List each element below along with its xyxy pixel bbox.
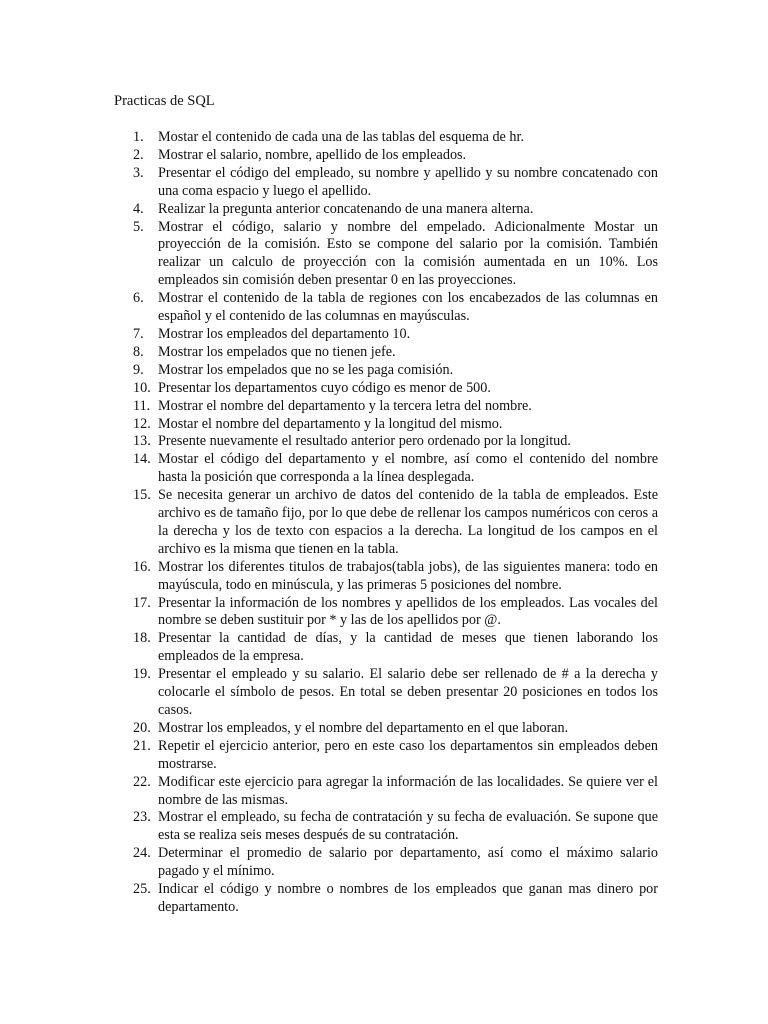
item-text: Mostrar el salario, nombre, apellido de los empleados. [158, 146, 467, 163]
item-number: 12. [133, 415, 151, 432]
item-text: Mostrar los empleados del departamento 10. [158, 325, 411, 342]
item-number: 4. [133, 200, 144, 217]
list-item [113, 630, 658, 666]
item-text: Mostrar los diferentes titulos de trabajos(tabla jobs), de las siguientes manera: todo en mayúscula, todo en minúscula, y las primeras 5 posiciones del nombre. [158, 558, 658, 593]
item-number: 9. [133, 361, 144, 378]
item-text: Mostrar el nombre del departamento y la tercera letra del nombre. [158, 397, 532, 414]
item-text: Mostrar los empelados que no se les paga comisión. [158, 361, 454, 378]
item-text: Mostar el nombre del departamento y la longitud del mismo. [158, 415, 503, 432]
item-text: Mostar el contenido de cada una de las tablas del esquema de hr. [158, 129, 524, 145]
list-item [113, 129, 658, 147]
item-text: Modificar este ejercicio para agregar la información de las localidades. Se quiere ver el nombre de las mismas. [158, 773, 658, 808]
item-text: Presentar los departamentos cuyo código es menor de 500. [158, 379, 491, 396]
list-item [113, 433, 658, 451]
item-text: Mostrar el código, salario y nombre del empelado. Adicionalmente Mostar un proyección de la comisión. Esto se compone del salario por la comisión. También realizar un calculo de proyección con la comisión aumentada en un 10%. Los empleados sin comisión deben presentar 0 en las proyecciones. [158, 218, 658, 289]
list-item [113, 398, 658, 416]
list-item [113, 219, 658, 291]
item-text: Indicar el código y nombre o nombres de los empleados que ganan mas dinero por departamento. [158, 881, 658, 915]
item-text: Mostrar el empleado, su fecha de contratación y su fecha de evaluación. Se supone que esta se realiza seis meses después de su contratación. [158, 809, 658, 844]
list-item [113, 344, 658, 362]
item-number: 11. [133, 397, 151, 414]
list-item [113, 666, 658, 720]
item-number: 23. [133, 809, 151, 826]
item-text: Presentar el empleado y su salario. El salario debe ser rellenado de # a la derecha y colocarle el símbolo de pesos. En total se deben presentar 20 posiciones en todos los casos. [158, 666, 658, 718]
item-text: Se necesita generar un archivo de datos del contenido de la tabla de empleados. Este archivo es de tamaño fijo, por lo que debe de rellenar los campos numéricos con ceros a la derecha y los de texto con espacios a la derecha. La longitud de los campos en el archivo es la misma que tienen en la tabla. [158, 487, 658, 557]
list-item [113, 845, 658, 881]
list-item [113, 559, 658, 595]
item-text: Mostar el código del departamento y el nombre, así como el contenido del nombre hasta la posición que corresponda a la línea desplegada. [158, 451, 658, 486]
list-item [113, 165, 658, 201]
list-item [113, 326, 658, 344]
item-number: 18. [133, 630, 151, 647]
item-text: Presentar el código del empleado, su nombre y apellido y su nombre concatenado con una coma espacio y luego el apellido. [158, 164, 658, 199]
item-text: Repetir el ejercicio anterior, pero en este caso los departamentos sin empleados deben mostrarse. [158, 737, 658, 772]
item-text: Mostrar el contenido de la tabla de regiones con los encabezados de las columnas en español y el contenido de las columnas en mayúsculas. [158, 290, 658, 325]
item-number: 5. [133, 218, 144, 235]
list-item [113, 487, 658, 559]
item-number: 6. [133, 290, 144, 307]
item-text: Realizar la pregunta anterior concatenando de una manera alterna. [158, 200, 534, 217]
list-item [113, 809, 658, 845]
list-item [113, 290, 658, 326]
list-item [113, 416, 658, 434]
document-title: Practicas de SQL [114, 93, 215, 109]
item-number: 21. [133, 737, 151, 754]
item-text: Presentar la información de los nombres y apellidos de los empleados. Las vocales del nombre se deben sustituir por * y las de los apellidos por @. [158, 594, 658, 629]
item-number: 3. [133, 164, 144, 181]
item-number: 8. [133, 343, 144, 360]
item-number: 16. [133, 558, 151, 575]
item-text: Presentar la cantidad de días, y la cantidad de meses que tienen laborando los empleados de la empresa. [158, 630, 658, 665]
list-item [113, 451, 658, 487]
item-number: 10. [133, 379, 151, 396]
item-number: 25. [133, 881, 151, 898]
list-item [113, 380, 658, 398]
item-number: 15. [133, 487, 151, 504]
list-item [113, 738, 658, 774]
list-item [113, 147, 658, 165]
list-item [113, 595, 658, 631]
item-number: 1. [133, 129, 144, 145]
item-text: Mostrar los empelados que no tienen jefe. [158, 343, 396, 360]
list-item [113, 720, 658, 738]
item-number: 2. [133, 146, 144, 163]
list-item [113, 774, 658, 810]
item-text: Mostrar los empleados, y el nombre del departamento en el que laboran. [158, 719, 569, 736]
list-item [113, 881, 658, 917]
item-number: 24. [133, 845, 151, 862]
exercise-list [113, 129, 658, 917]
item-number: 20. [133, 719, 151, 736]
item-text: Presente nuevamente el resultado anterior pero ordenado por la longitud. [158, 433, 571, 450]
item-number: 7. [133, 325, 144, 342]
list-item [113, 201, 658, 219]
item-number: 22. [133, 773, 151, 790]
item-number: 19. [133, 666, 151, 683]
item-number: 13. [133, 433, 151, 450]
item-number: 14. [133, 451, 151, 468]
item-number: 17. [133, 594, 151, 611]
list-item [113, 362, 658, 380]
item-text: Determinar el promedio de salario por departamento, así como el máximo salario pagado y el mínimo. [158, 845, 658, 880]
